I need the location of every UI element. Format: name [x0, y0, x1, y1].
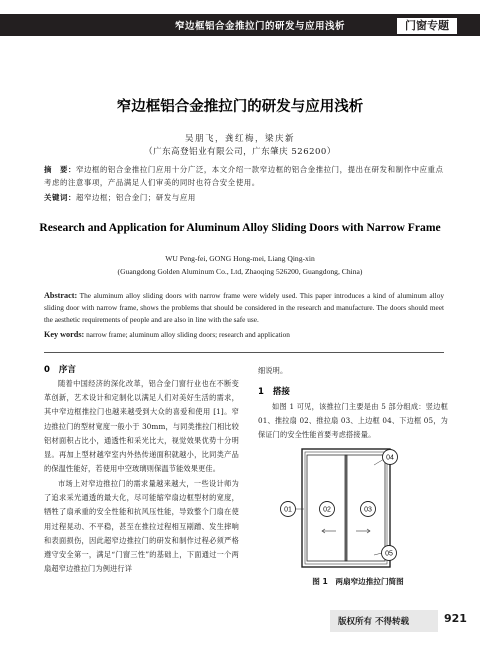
- keywords-cn-label: 关键词：: [44, 193, 76, 202]
- abstract-en-label: Abstract:: [44, 291, 78, 300]
- section-1-title: 搭接: [272, 387, 290, 397]
- affiliation-en: (Guangdong Golden Aluminum Co., Ltd, Zhaoqing 526200, Guangdong, China): [117, 267, 363, 276]
- abstract-cn: [44, 163, 444, 189]
- section-0-paragraph-2-continued: 细说明。: [258, 366, 288, 375]
- keywords-en-label: Key words:: [44, 330, 85, 339]
- label-04: 04: [386, 454, 394, 462]
- paper-title-en: Research and Application for Aluminum Alloy Sliding Doors with Narrow Frame: [39, 221, 441, 234]
- label-01: 01: [284, 506, 292, 514]
- section-0-paragraph-2: 市场上对窄边推拉门的需求量越来越大，一些设计师为了追求采光通透的最大化，尽可能缩窄扇边框型材的宽度，牺牲了扇承重的安全性能和抗风压性能，导致整个门扇在使用过程晃动、不平稳，甚至在推拉过程相互剐蹭、发生摔响和表面损伤，因此超窄边推拉门的研发和制作过程必须严格遵守安全第一，满足“门窗三性”的基础上，下面通过一个两扇超窄边推拉门为例进行详: [44, 479, 239, 574]
- section-1-paragraph-1: 如图 1 可见，该推拉门主要是由 5 部分组成：竖边框 01、推拉扇 02、推拉扇 03、上边框 04、下边框 05，为保证门的安全性能首要考虑搭接量。: [258, 402, 448, 440]
- abstract-en: [44, 290, 444, 326]
- abstract-en-text: The aluminum alloy sliding doors with narrow frame were widely used. This paper introduces a kind of aluminum alloy sliding door with narrow frame, shows the problems that should be considered in the research and manufacture. The doors should meet the aesthetic requirements of people and are also in line with the safe use.: [44, 291, 444, 324]
- section-0-number: 0: [44, 365, 50, 375]
- section-divider: [44, 352, 444, 353]
- keywords-en-text: narrow frame; aluminum alloy sliding doors; research and application: [84, 330, 290, 339]
- keywords-en: [44, 330, 444, 339]
- figure-1-caption: 图 1 两扇窄边推拉门简图: [312, 577, 404, 586]
- paper-title-cn: 窄边框铝合金推拉门的研发与应用浅析: [116, 99, 364, 115]
- leader-04: [374, 459, 384, 465]
- label-02: 02: [323, 506, 331, 514]
- leader-05: [374, 553, 382, 555]
- figure-1: [278, 447, 418, 575]
- running-title: 窄边框铝合金推拉门的研发与应用浅析: [175, 21, 346, 32]
- footer-copyright: 版权所有 不得转载: [338, 617, 409, 627]
- section-tag: 门窗专题: [397, 18, 457, 34]
- section-1-heading: [258, 385, 290, 397]
- page-number: 921: [444, 612, 467, 625]
- keywords-cn: [44, 192, 444, 203]
- keywords-cn-text: 超窄边框；铝合金门；研发与应用: [75, 193, 196, 202]
- affiliation-cn: （广东高登铝业有限公司，广东肇庆 526200）: [144, 147, 336, 157]
- authors-cn: 吴朋飞，龚红梅，梁庆新: [184, 134, 295, 144]
- abstract-cn-label: 摘 要：: [44, 165, 76, 174]
- section-0-title: 序言: [58, 365, 76, 375]
- label-05: 05: [385, 550, 393, 558]
- section-1-number: 1: [258, 387, 264, 397]
- door-diagram: [278, 447, 418, 571]
- authors-en: WU Peng-fei, GONG Hong-mei, Liang Qing-xin: [165, 254, 315, 263]
- abstract-cn-text: 窄边框的铝合金推拉门应用十分广泛，本文介绍一款窄边框的铝合金推拉门，提出在研发和制作中应重点考虑的注意事项，产品满足人们审美的同时也符合安全使用。: [44, 165, 444, 187]
- section-0-heading: [44, 363, 76, 375]
- section-0-paragraph-1: 随着中国经济的深化改革，铝合金门窗行业也在不断变革创新，艺术设计和定制化以满足人们对美好生活的需求，其中窄边框推拉门也越来越受到大众的喜爱和使用 [1]。窄边推拉门的型材宽度一般小于 30mm，与同类推拉门相比较铝材面积占比小，通透性和采光比大，视觉效果优势十分明显。再加上型材越窄室内外热传递面积就越小，比同类产品的保温性能好，若使用中空玻璃则保温节能效果更佳。: [44, 379, 239, 474]
- label-03: 03: [364, 506, 372, 514]
